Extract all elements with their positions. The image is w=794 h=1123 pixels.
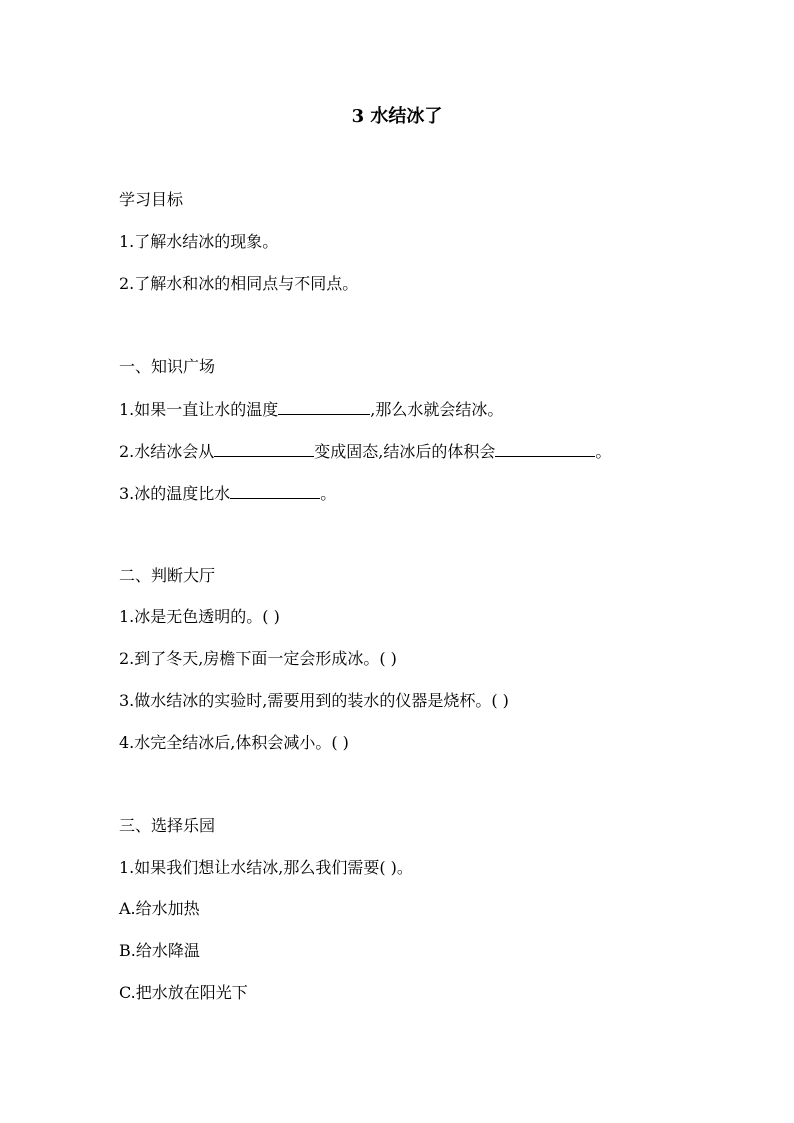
judge-item: 2.到了冬天,房檐下面一定会形成冰。( ) xyxy=(119,649,397,668)
fill-question-text: 。 xyxy=(320,484,337,503)
fill-question-text: 3.冰的温度比水 xyxy=(119,484,231,503)
fill-question-text: 变成固态,结冰后的体积会 xyxy=(314,442,496,461)
goal-item: 2.了解水和冰的相同点与不同点。 xyxy=(119,274,359,293)
fill-question-text: ,那么水就会结冰。 xyxy=(370,400,504,419)
judge-item: 4.水完全结冰后,体积会减小。( ) xyxy=(119,733,349,752)
fill-question-2 xyxy=(119,440,611,463)
choice-question: 1.如果我们想让水结冰,那么我们需要( )。 xyxy=(119,858,413,877)
goals-heading: 学习目标 xyxy=(119,190,184,209)
fill-question-text: 2.水结冰会从 xyxy=(119,442,215,461)
fill-question-text: 。 xyxy=(595,442,612,461)
section2-heading: 二、判断大厅 xyxy=(119,566,216,585)
judge-item: 1.冰是无色透明的。( ) xyxy=(119,607,280,626)
section3-heading: 三、选择乐园 xyxy=(119,816,216,835)
section1-heading: 一、知识广场 xyxy=(119,357,216,376)
judge-item: 3.做水结冰的实验时,需要用到的装水的仪器是烧杯。( ) xyxy=(119,691,509,710)
answer-blank[interactable] xyxy=(495,440,595,457)
answer-blank[interactable] xyxy=(278,398,370,415)
choice-option: C.把水放在阳光下 xyxy=(119,983,248,1002)
answer-blank[interactable] xyxy=(214,440,314,457)
fill-question-text: 1.如果一直让水的温度 xyxy=(119,400,279,419)
goal-item: 1.了解水结冰的现象。 xyxy=(119,232,279,251)
fill-question-3 xyxy=(119,482,336,505)
choice-option: B.给水降温 xyxy=(119,941,200,960)
worksheet-title: 3 水结冰了 xyxy=(351,106,443,127)
choice-option: A.给水加热 xyxy=(119,899,200,918)
fill-question-1 xyxy=(119,398,503,421)
answer-blank[interactable] xyxy=(230,482,320,499)
